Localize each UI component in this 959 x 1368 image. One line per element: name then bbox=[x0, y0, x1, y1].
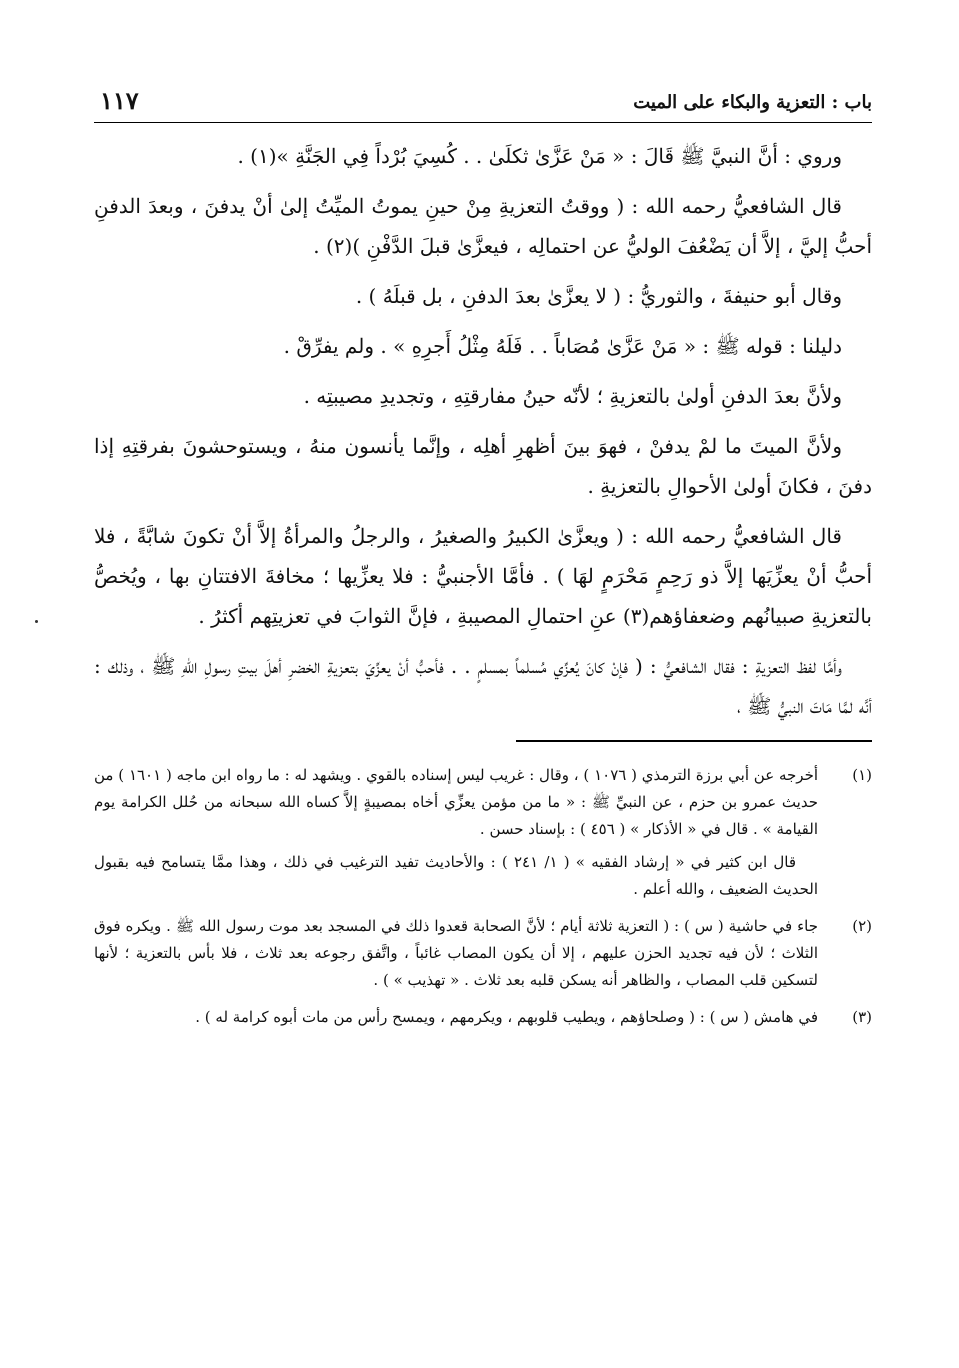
paragraph: ولأنَّ الميتَ ما لمْ يدفنْ ، فهوَ بينَ أظهرِ أهلِه ، وإنَّما يأنسون منهُ ، ويستوحشونَ بفرقتِهِ إذا دفنَ ، فكانَ أولىٰ الأحوالِ بالتعزيةِ . bbox=[94, 434, 872, 498]
paragraph: قال الشافعيُّ رحمه الله : ( ويعزَّىٰ الكبيرُ والصغيرُ ، والرجلُ والمرأةُ إلاَّ أنْ تكونَ شابَّةً ، فلا أحبُّ أنْ يعزِّيَها إلاَّ ذو رَحِمٍ مَحْرَمٍ لهَا ) . فأمَّا الأجنبيُّ : فلا يعزِّيها ؛ مخافةَ الافتتانِ بها ، ويُخصُّ بالتعزيةِ صبيانُهم وضعفاؤهم(٣) عنِ احتمالِ المصيبةِ ، فإنَّ الثوابَ في تعزيتِهم أكثرُ . bbox=[94, 524, 872, 628]
footnote-text bbox=[94, 762, 818, 909]
footnote-paragraph: في هامش ( س ) : ( وصلحاؤهم ، ويطيب قلوبهم ، ويكرمهم ، ويمسح رأس من مات أبوه كرامة له ) . bbox=[195, 1008, 818, 1026]
paragraph: قال الشافعيُّ رحمه الله : ( ووقتُ التعزيةِ مِنْ حينِ يموتُ الميِّتُ إلىٰ أنْ يدفنَ ، وبعدَ الدفنِ أحبُّ إليَّ ، إلاَّ أن يَضْعُفَ الوليُّ عن احتمالِه ، فيعزَّىٰ قبلَ الدَّفْنِ )(٢) . bbox=[94, 194, 872, 258]
footnote bbox=[94, 913, 872, 1000]
scan-speck bbox=[35, 620, 38, 623]
paragraph: وأمَّا لفظ التعزيةِ : فقال الشافعيُّ : ( فإنْ كانَ يُعزِّي مُسلماً بمسلمٍ . . فأحبُّ أنْ يعزِّيَ بتعزيةِ الخضرِ أهلَ بيتِ رسولِ اللهِ ﷺ ، وذلك : أنَّه لمَّا مَاتَ النبيُّ ﷺ ، bbox=[94, 654, 872, 718]
paragraph: وقال أبو حنيفةَ ، والثوريُّ : ( لا يعزَّىٰ بعدَ الدفنِ ، بل قبلَهُ ) . bbox=[355, 284, 842, 308]
footnotes bbox=[94, 762, 872, 1037]
page-header bbox=[94, 80, 872, 124]
footnote-text bbox=[94, 1004, 818, 1037]
footnote bbox=[94, 1004, 872, 1037]
footnote-paragraph: جاء في حاشية ( س ) : ( التعزية ثلاثة أيام ؛ لأنَّ الصحابة قعدوا ذلك في المسجد بعد موت رسول الله ﷺ . ويكره فوق الثلاث ؛ لأن فيه تجديد الحزن عليهم ، إلا أن يكون المصاب غائباً ، واتَّفق رجوعه بعد ثلاث ، فلا بأس بالتعزية ؛ لأنها لتسكين قلب المصاب ، والظاهر أنه يسكن قلبه بعد ثلاث . « تهذيب » ) . bbox=[94, 917, 818, 989]
footnote bbox=[94, 762, 872, 909]
paragraph: ولأنَّ بعدَ الدفنِ أولىٰ بالتعزيةِ ؛ لأنّه حينُ مفارقتِهِ ، وتجديدِ مصيبتِه . bbox=[303, 384, 842, 408]
running-title: باب : التعزية والبكاء على الميت bbox=[633, 92, 872, 113]
footnote-number: (١) bbox=[852, 766, 872, 784]
book-page bbox=[94, 80, 872, 1041]
footnote-paragraph: أخرجه عن أبي برزة الترمذي ( ١٠٧٦ ) ، وقال : غريب ليس إسناده بالقوي . ويشهد له : ما رواه ابن ماجه ( ١٦٠١ ) من حديث عمرو بن حزم ، عن النبيِّ ﷺ : « ما من مؤمن يعزِّي أخاه بمصيبةٍ إلاَّ كساه الله سبحانه من حُلل الكرامة يوم القيامة » . قال في « الأذكار » ( ٤٥٦ ) : بإسناد حسن . bbox=[94, 766, 819, 838]
footnote-text bbox=[94, 913, 818, 1000]
paragraph: دليلنا : قوله ﷺ : « مَنْ عَزَّىٰ مُصَاباً . . فَلَهُ مِثْلُ أَجرِهِ » . ولم يفرِّقْ . bbox=[283, 334, 842, 358]
footnote-paragraph: قال ابن كثير في « إرشاد الفقيه » ( ١/ ٢٤١ ) : والأحاديث تفيد الترغيب في ذلك ، وهذا ممَّا يتسامح فيه بقبول الحديث الضعيف ، والله أعلم . bbox=[94, 853, 818, 898]
paragraph: وروي : أنَّ النبيَّ ﷺ قَالَ : « مَنْ عَزَّىٰ ثكلَىٰ . . كُسِيَ بُرْداً فِي الجَنَّةِ »(١) . bbox=[237, 144, 842, 168]
page-number: ١١٧ bbox=[100, 86, 139, 115]
footnote-number: (٣) bbox=[852, 1008, 872, 1026]
main-text bbox=[94, 136, 872, 726]
header-rule bbox=[94, 122, 872, 123]
footnote-separator bbox=[516, 740, 872, 742]
footnote-number: (٢) bbox=[852, 917, 872, 935]
